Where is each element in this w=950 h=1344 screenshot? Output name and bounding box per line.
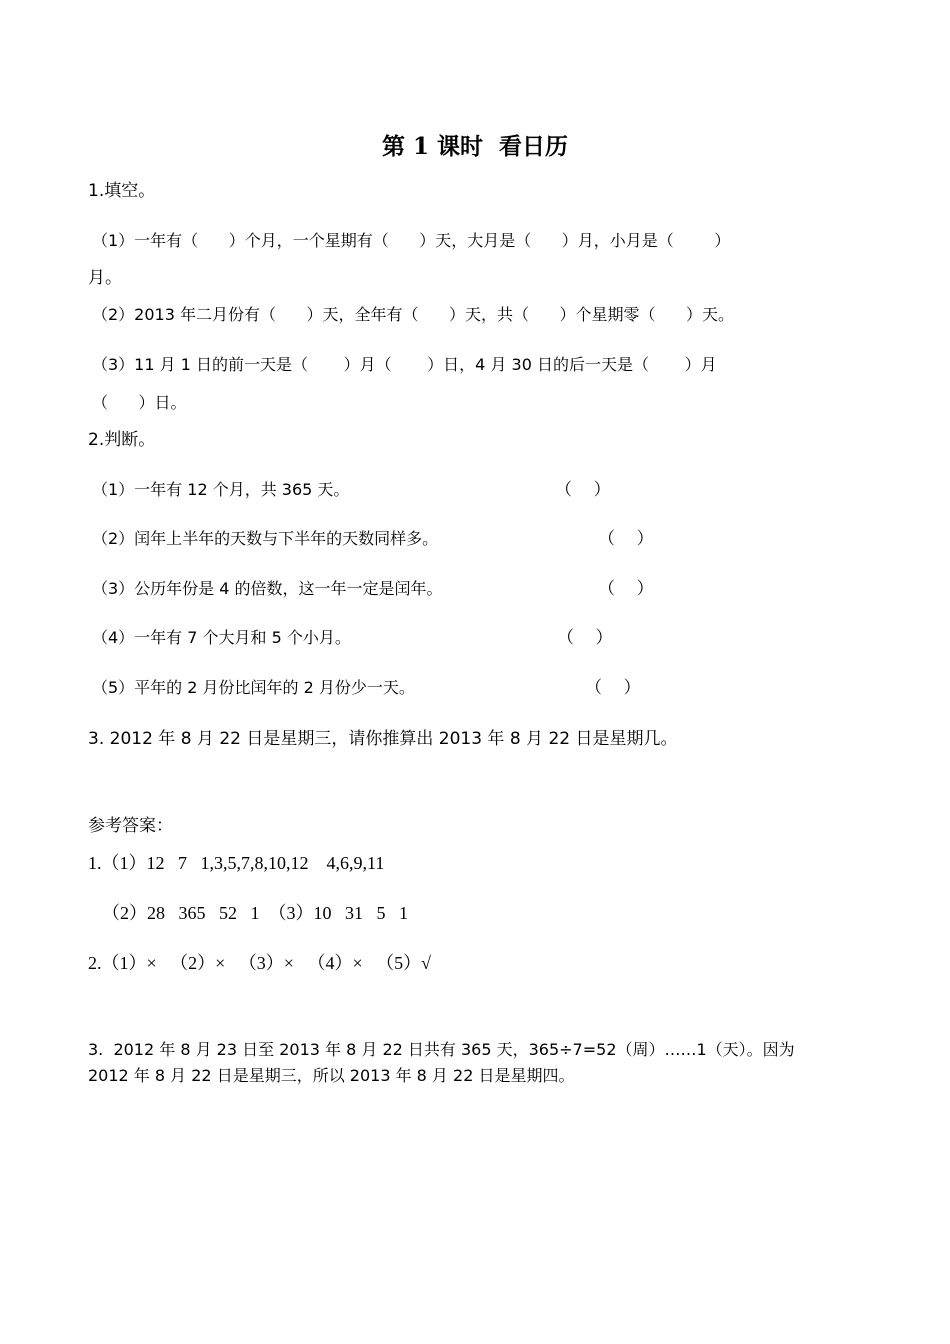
fill-question-2: （2）2013 年二月份有（ ）天，全年有（ ）天，共（ ）个星期零（ ）天。 — [92, 305, 735, 324]
answers-heading: 参考答案： — [88, 816, 173, 836]
fill-question-1-line2: 月。 — [88, 268, 122, 288]
section2-heading: 2.判断。 — [88, 430, 156, 450]
fill-question-1-line1: （1）一年有（ ）个月，一个星期有（ ）天，大月是（ ）月，小月是（ ） — [92, 231, 731, 250]
section1-heading: 1.填空。 — [88, 181, 156, 201]
judge-item-2: （2）闰年上半年的天数与下半年的天数同样多。 — [92, 529, 439, 548]
answer-1-line2: （2）28 365 52 1 （3）10 31 5 1 — [102, 903, 408, 923]
judge-item-1-answer-box: （ ） — [555, 480, 611, 500]
fill-question-3-line1: （3）11 月 1 日的前一天是（ ）月（ ）日，4 月 30 日的后一天是（ ）月 — [92, 355, 717, 374]
answer-3-line1: 3. 2012 年 8 月 23 日至 2013 年 8 月 22 日共有 365 天，365÷7=52（周）……1（天）。因为 — [88, 1040, 795, 1059]
judge-item-2-answer-box: （ ） — [598, 529, 654, 549]
judge-item-3: （3）公历年份是 4 的倍数，这一年一定是闰年。 — [92, 579, 443, 598]
judge-item-5: （5）平年的 2 月份比闰年的 2 月份少一天。 — [92, 678, 415, 697]
answer-1-line1: 1.（1）12 7 1,3,5,7,8,10,12 4,6,9,11 — [88, 853, 385, 873]
judge-item-5-answer-box: （ ） — [585, 678, 641, 698]
judge-item-1: （1）一年有 12 个月，共 365 天。 — [92, 480, 350, 499]
judge-item-4: （4）一年有 7 个大月和 5 个小月。 — [92, 628, 351, 647]
fill-question-3-line2: （ ）日。 — [92, 393, 187, 412]
judge-item-4-answer-box: （ ） — [557, 628, 613, 648]
answer-3-line2: 2012 年 8 月 22 日是星期三，所以 2013 年 8 月 22 日是星期四。 — [88, 1066, 575, 1085]
section3-question: 3. 2012 年 8 月 22 日是星期三，请你推算出 2013 年 8 月 22 日是星期几。 — [88, 729, 678, 749]
page-title: 第 1 课时 看日历 — [381, 133, 569, 160]
answer-2: 2.（1）× （2）× （3）× （4）× （5）√ — [88, 953, 431, 973]
judge-item-3-answer-box: （ ） — [598, 579, 654, 599]
